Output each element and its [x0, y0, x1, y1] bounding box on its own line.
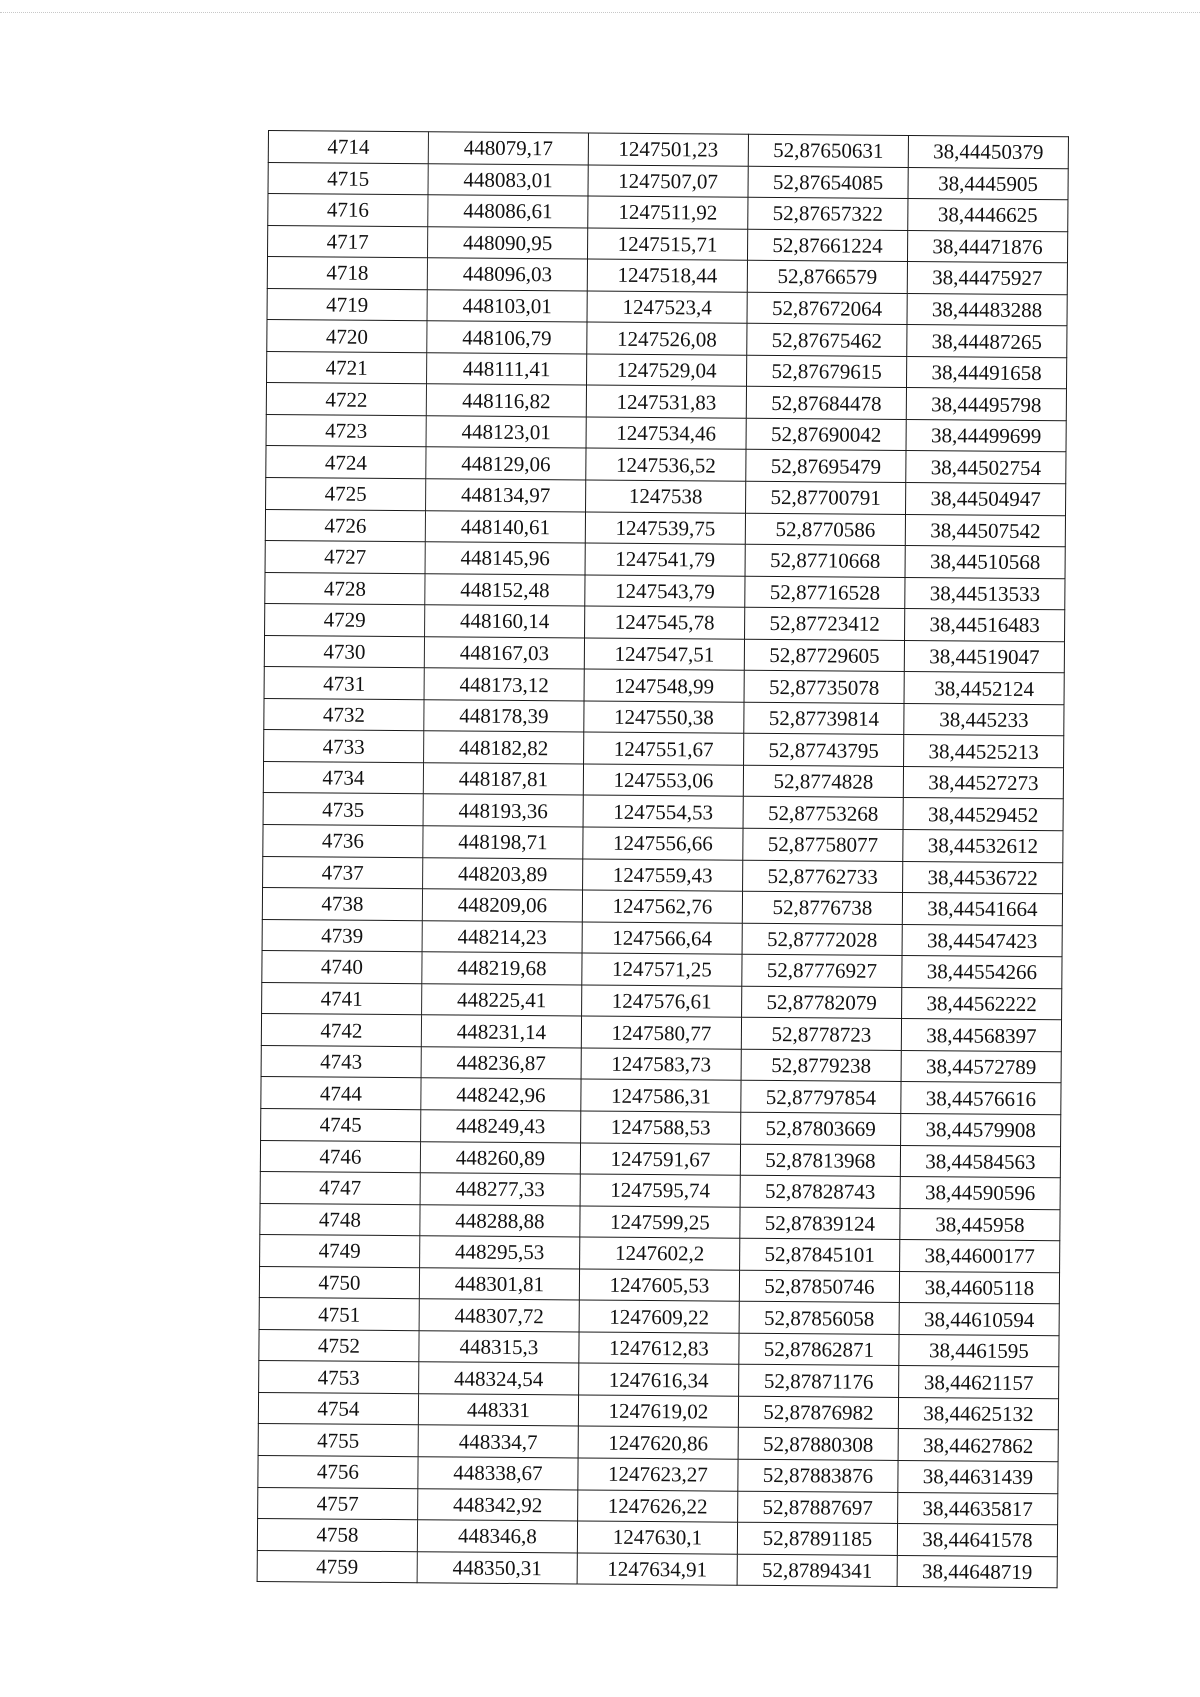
- y-coordinate-cell: 1247626,22: [578, 1489, 738, 1522]
- x-coordinate-cell: 448140,61: [425, 510, 585, 543]
- latitude-cell: 52,87657322: [748, 197, 908, 230]
- longitude-cell: 38,44527273: [903, 766, 1063, 799]
- longitude-cell: 38,44579908: [901, 1113, 1061, 1146]
- x-coordinate-cell: 448331: [418, 1394, 578, 1427]
- point-number-cell: 4721: [267, 351, 427, 384]
- y-coordinate-cell: 1247553,06: [583, 764, 743, 797]
- point-number-cell: 4748: [260, 1203, 420, 1236]
- latitude-cell: 52,87723412: [745, 607, 905, 640]
- longitude-cell: 38,44641578: [897, 1524, 1057, 1557]
- y-coordinate-cell: 1247511,92: [588, 196, 748, 229]
- x-coordinate-cell: 448198,71: [423, 826, 583, 859]
- point-number-cell: 4738: [262, 888, 422, 921]
- x-coordinate-cell: 448277,33: [420, 1173, 580, 1206]
- x-coordinate-cell: 448219,68: [422, 952, 582, 985]
- latitude-cell: 52,87891185: [737, 1522, 897, 1555]
- longitude-cell: 38,44554266: [902, 956, 1062, 989]
- longitude-cell: 38,44532612: [903, 830, 1063, 863]
- latitude-cell: 52,87772028: [742, 923, 902, 956]
- y-coordinate-cell: 1247591,67: [580, 1142, 740, 1175]
- latitude-cell: 52,87739814: [744, 702, 904, 735]
- latitude-cell: 52,87880308: [738, 1428, 898, 1461]
- point-number-cell: 4739: [262, 919, 422, 952]
- longitude-cell: 38,44475927: [907, 262, 1067, 295]
- point-number-cell: 4723: [266, 414, 426, 447]
- latitude-cell: 52,8766579: [747, 260, 907, 293]
- longitude-cell: 38,44510568: [905, 546, 1065, 579]
- x-coordinate-cell: 448315,3: [419, 1331, 579, 1364]
- longitude-cell: 38,4461595: [899, 1334, 1059, 1367]
- point-number-cell: 4749: [260, 1235, 420, 1268]
- y-coordinate-cell: 1247526,08: [587, 322, 747, 355]
- x-coordinate-cell: 448083,01: [428, 163, 588, 196]
- point-number-cell: 4755: [258, 1424, 418, 1457]
- latitude-cell: 52,87729605: [744, 639, 904, 672]
- point-number-cell: 4736: [263, 825, 423, 858]
- latitude-cell: 52,87679615: [746, 355, 906, 388]
- point-number-cell: 4716: [268, 194, 428, 227]
- y-coordinate-cell: 1247538: [586, 480, 746, 513]
- x-coordinate-cell: 448249,43: [421, 1110, 581, 1143]
- point-number-cell: 4754: [258, 1392, 418, 1425]
- latitude-cell: 52,87856058: [739, 1301, 899, 1334]
- latitude-cell: 52,87862871: [739, 1333, 899, 1366]
- latitude-cell: 52,87675462: [747, 324, 907, 357]
- y-coordinate-cell: 1247619,02: [578, 1395, 738, 1428]
- point-number-cell: 4741: [262, 982, 422, 1015]
- longitude-cell: 38,44648719: [897, 1555, 1057, 1588]
- point-number-cell: 4759: [257, 1550, 417, 1583]
- x-coordinate-cell: 448182,82: [424, 731, 584, 764]
- x-coordinate-cell: 448260,89: [420, 1141, 580, 1174]
- point-number-cell: 4731: [264, 667, 424, 700]
- longitude-cell: 38,44568397: [901, 1019, 1061, 1052]
- point-number-cell: 4753: [259, 1361, 419, 1394]
- longitude-cell: 38,44621157: [899, 1366, 1059, 1399]
- longitude-cell: 38,44471876: [907, 230, 1067, 263]
- latitude-cell: 52,87743795: [744, 734, 904, 767]
- latitude-cell: 52,87672064: [747, 292, 907, 325]
- point-number-cell: 4756: [258, 1455, 418, 1488]
- point-number-cell: 4743: [261, 1045, 421, 1078]
- latitude-cell: 52,8778723: [741, 1018, 901, 1051]
- y-coordinate-cell: 1247523,4: [587, 291, 747, 324]
- y-coordinate-cell: 1247586,31: [581, 1079, 741, 1112]
- x-coordinate-cell: 448160,14: [425, 605, 585, 638]
- latitude-cell: 52,87871176: [739, 1365, 899, 1398]
- latitude-cell: 52,87762733: [743, 860, 903, 893]
- y-coordinate-cell: 1247630,1: [577, 1521, 737, 1554]
- latitude-cell: 52,87894341: [737, 1554, 897, 1587]
- x-coordinate-cell: 448090,95: [428, 226, 588, 259]
- longitude-cell: 38,44519047: [904, 640, 1064, 673]
- y-coordinate-cell: 1247547,51: [584, 638, 744, 671]
- x-coordinate-cell: 448116,82: [426, 384, 586, 417]
- point-number-cell: 4734: [263, 761, 423, 794]
- table-row: [257, 1550, 1057, 1588]
- point-number-cell: 4724: [266, 446, 426, 479]
- longitude-cell: 38,44590596: [900, 1177, 1060, 1210]
- x-coordinate-cell: 448350,31: [417, 1551, 577, 1584]
- x-coordinate-cell: 448342,92: [418, 1488, 578, 1521]
- x-coordinate-cell: 448231,14: [421, 1015, 581, 1048]
- latitude-cell: 52,87661224: [747, 229, 907, 262]
- page-top-edge: [0, 12, 1200, 13]
- point-number-cell: 4740: [262, 951, 422, 984]
- point-number-cell: 4730: [264, 635, 424, 668]
- coordinates-table: [257, 130, 1069, 1588]
- x-coordinate-cell: 448103,01: [427, 289, 587, 322]
- y-coordinate-cell: 1247605,53: [579, 1269, 739, 1302]
- y-coordinate-cell: 1247556,66: [583, 827, 743, 860]
- longitude-cell: 38,44495798: [906, 388, 1066, 421]
- x-coordinate-cell: 448173,12: [424, 668, 584, 701]
- point-number-cell: 4717: [268, 225, 428, 258]
- x-coordinate-cell: 448134,97: [426, 479, 586, 512]
- longitude-cell: 38,4452124: [904, 672, 1064, 705]
- longitude-cell: 38,44536722: [903, 861, 1063, 894]
- latitude-cell: 52,87839124: [740, 1207, 900, 1240]
- y-coordinate-cell: 1247609,22: [579, 1300, 739, 1333]
- y-coordinate-cell: 1247539,75: [585, 512, 745, 545]
- y-coordinate-cell: 1247620,86: [578, 1426, 738, 1459]
- x-coordinate-cell: 448203,89: [423, 857, 583, 890]
- latitude-cell: 52,87883876: [738, 1459, 898, 1492]
- point-number-cell: 4714: [268, 131, 428, 164]
- longitude-cell: 38,44600177: [900, 1240, 1060, 1273]
- y-coordinate-cell: 1247634,91: [577, 1553, 737, 1586]
- latitude-cell: 52,87850746: [739, 1270, 899, 1303]
- x-coordinate-cell: 448301,81: [419, 1267, 579, 1300]
- y-coordinate-cell: 1247534,46: [586, 417, 746, 450]
- longitude-cell: 38,44631439: [898, 1460, 1058, 1493]
- longitude-cell: 38,44499699: [906, 419, 1066, 452]
- longitude-cell: 38,44625132: [898, 1397, 1058, 1430]
- x-coordinate-cell: 448187,81: [423, 763, 583, 796]
- longitude-cell: 38,44502754: [906, 451, 1066, 484]
- y-coordinate-cell: 1247559,43: [583, 859, 743, 892]
- longitude-cell: 38,445233: [904, 703, 1064, 736]
- longitude-cell: 38,44450379: [908, 136, 1068, 169]
- y-coordinate-cell: 1247551,67: [584, 732, 744, 765]
- x-coordinate-cell: 448079,17: [428, 132, 588, 165]
- y-coordinate-cell: 1247576,61: [582, 985, 742, 1018]
- y-coordinate-cell: 1247571,25: [582, 953, 742, 986]
- latitude-cell: 52,8779238: [741, 1049, 901, 1082]
- y-coordinate-cell: 1247588,53: [581, 1111, 741, 1144]
- point-number-cell: 4722: [266, 383, 426, 416]
- point-number-cell: 4720: [267, 320, 427, 353]
- y-coordinate-cell: 1247501,23: [588, 133, 748, 166]
- x-coordinate-cell: 448167,03: [424, 636, 584, 669]
- longitude-cell: 38,44483288: [907, 293, 1067, 326]
- longitude-cell: 38,44547423: [902, 924, 1062, 957]
- latitude-cell: 52,87690042: [746, 418, 906, 451]
- longitude-cell: 38,44610594: [899, 1303, 1059, 1336]
- longitude-cell: 38,44491658: [906, 356, 1066, 389]
- latitude-cell: 52,87700791: [746, 481, 906, 514]
- y-coordinate-cell: 1247548,99: [584, 669, 744, 702]
- point-number-cell: 4747: [260, 1172, 420, 1205]
- point-number-cell: 4745: [261, 1108, 421, 1141]
- x-coordinate-cell: 448111,41: [427, 353, 587, 386]
- point-number-cell: 4726: [265, 509, 425, 542]
- y-coordinate-cell: 1247541,79: [585, 543, 745, 576]
- latitude-cell: 52,8776738: [742, 891, 902, 924]
- x-coordinate-cell: 448086,61: [428, 195, 588, 228]
- longitude-cell: 38,44513533: [905, 577, 1065, 610]
- x-coordinate-cell: 448209,06: [422, 889, 582, 922]
- x-coordinate-cell: 448288,88: [420, 1204, 580, 1237]
- y-coordinate-cell: 1247595,74: [580, 1174, 740, 1207]
- latitude-cell: 52,87887697: [738, 1491, 898, 1524]
- latitude-cell: 52,87845101: [740, 1238, 900, 1271]
- longitude-cell: 38,44504947: [906, 483, 1066, 516]
- latitude-cell: 52,87797854: [741, 1081, 901, 1114]
- point-number-cell: 4719: [267, 288, 427, 321]
- y-coordinate-cell: 1247550,38: [584, 701, 744, 734]
- longitude-cell: 38,44562222: [902, 987, 1062, 1020]
- longitude-cell: 38,44525213: [904, 735, 1064, 768]
- point-number-cell: 4758: [257, 1519, 417, 1552]
- y-coordinate-cell: 1247562,76: [582, 890, 742, 923]
- x-coordinate-cell: 448193,36: [423, 794, 583, 827]
- latitude-cell: 52,87876982: [738, 1396, 898, 1429]
- longitude-cell: 38,4446625: [908, 199, 1068, 232]
- x-coordinate-cell: 448145,96: [425, 542, 585, 575]
- latitude-cell: 52,87753268: [743, 797, 903, 830]
- y-coordinate-cell: 1247599,25: [580, 1206, 740, 1239]
- y-coordinate-cell: 1247583,73: [581, 1048, 741, 1081]
- x-coordinate-cell: 448307,72: [419, 1299, 579, 1332]
- longitude-cell: 38,445958: [900, 1208, 1060, 1241]
- latitude-cell: 52,87650631: [748, 134, 908, 167]
- latitude-cell: 52,87758077: [743, 828, 903, 861]
- x-coordinate-cell: 448242,96: [421, 1078, 581, 1111]
- x-coordinate-cell: 448096,03: [427, 258, 587, 291]
- longitude-cell: 38,44507542: [905, 514, 1065, 547]
- latitude-cell: 52,87813968: [740, 1144, 900, 1177]
- x-coordinate-cell: 448152,48: [425, 573, 585, 606]
- y-coordinate-cell: 1247545,78: [585, 606, 745, 639]
- latitude-cell: 52,87803669: [741, 1112, 901, 1145]
- y-coordinate-cell: 1247554,53: [583, 795, 743, 828]
- point-number-cell: 4746: [260, 1140, 420, 1173]
- point-number-cell: 4742: [261, 1014, 421, 1047]
- y-coordinate-cell: 1247543,79: [585, 575, 745, 608]
- x-coordinate-cell: 448123,01: [426, 416, 586, 449]
- longitude-cell: 38,44529452: [903, 798, 1063, 831]
- y-coordinate-cell: 1247602,2: [580, 1237, 740, 1270]
- point-number-cell: 4737: [263, 856, 423, 889]
- y-coordinate-cell: 1247612,83: [579, 1332, 739, 1365]
- latitude-cell: 52,87695479: [746, 450, 906, 483]
- y-coordinate-cell: 1247507,07: [588, 165, 748, 198]
- latitude-cell: 52,87654085: [748, 166, 908, 199]
- point-number-cell: 4732: [264, 698, 424, 731]
- longitude-cell: 38,44572789: [901, 1050, 1061, 1083]
- longitude-cell: 38,44605118: [899, 1271, 1059, 1304]
- y-coordinate-cell: 1247623,27: [578, 1458, 738, 1491]
- point-number-cell: 4750: [259, 1266, 419, 1299]
- longitude-cell: 38,44635817: [898, 1492, 1058, 1525]
- latitude-cell: 52,87716528: [745, 576, 905, 609]
- latitude-cell: 52,87684478: [746, 387, 906, 420]
- point-number-cell: 4725: [266, 478, 426, 511]
- y-coordinate-cell: 1247566,64: [582, 922, 742, 955]
- latitude-cell: 52,87776927: [742, 954, 902, 987]
- longitude-cell: 38,44576616: [901, 1082, 1061, 1115]
- x-coordinate-cell: 448346,8: [417, 1520, 577, 1553]
- latitude-cell: 52,8770586: [745, 513, 905, 546]
- point-number-cell: 4733: [264, 730, 424, 763]
- longitude-cell: 38,44487265: [907, 325, 1067, 358]
- x-coordinate-cell: 448295,53: [420, 1236, 580, 1269]
- latitude-cell: 52,87828743: [740, 1175, 900, 1208]
- x-coordinate-cell: 448236,87: [421, 1047, 581, 1080]
- x-coordinate-cell: 448334,7: [418, 1425, 578, 1458]
- latitude-cell: 52,87735078: [744, 671, 904, 704]
- y-coordinate-cell: 1247529,04: [587, 354, 747, 387]
- latitude-cell: 52,8774828: [743, 765, 903, 798]
- x-coordinate-cell: 448106,79: [427, 321, 587, 354]
- x-coordinate-cell: 448178,39: [424, 700, 584, 733]
- longitude-cell: 38,44627862: [898, 1429, 1058, 1462]
- x-coordinate-cell: 448338,67: [418, 1457, 578, 1490]
- y-coordinate-cell: 1247536,52: [586, 448, 746, 481]
- point-number-cell: 4744: [261, 1077, 421, 1110]
- x-coordinate-cell: 448324,54: [419, 1362, 579, 1395]
- point-number-cell: 4728: [265, 572, 425, 605]
- longitude-cell: 38,4445905: [908, 167, 1068, 200]
- longitude-cell: 38,44516483: [905, 609, 1065, 642]
- point-number-cell: 4718: [267, 257, 427, 290]
- y-coordinate-cell: 1247616,34: [579, 1363, 739, 1396]
- x-coordinate-cell: 448129,06: [426, 447, 586, 480]
- x-coordinate-cell: 448225,41: [422, 983, 582, 1016]
- y-coordinate-cell: 1247515,71: [587, 228, 747, 261]
- coordinates-table-body: [257, 131, 1068, 1588]
- point-number-cell: 4727: [265, 541, 425, 574]
- y-coordinate-cell: 1247580,77: [581, 1016, 741, 1049]
- point-number-cell: 4735: [263, 793, 423, 826]
- y-coordinate-cell: 1247518,44: [587, 259, 747, 292]
- point-number-cell: 4715: [268, 162, 428, 195]
- point-number-cell: 4757: [258, 1487, 418, 1520]
- point-number-cell: 4752: [259, 1329, 419, 1362]
- point-number-cell: 4751: [259, 1298, 419, 1331]
- longitude-cell: 38,44541664: [902, 893, 1062, 926]
- y-coordinate-cell: 1247531,83: [586, 385, 746, 418]
- x-coordinate-cell: 448214,23: [422, 920, 582, 953]
- point-number-cell: 4729: [265, 604, 425, 637]
- latitude-cell: 52,87782079: [742, 986, 902, 1019]
- latitude-cell: 52,87710668: [745, 544, 905, 577]
- longitude-cell: 38,44584563: [900, 1145, 1060, 1178]
